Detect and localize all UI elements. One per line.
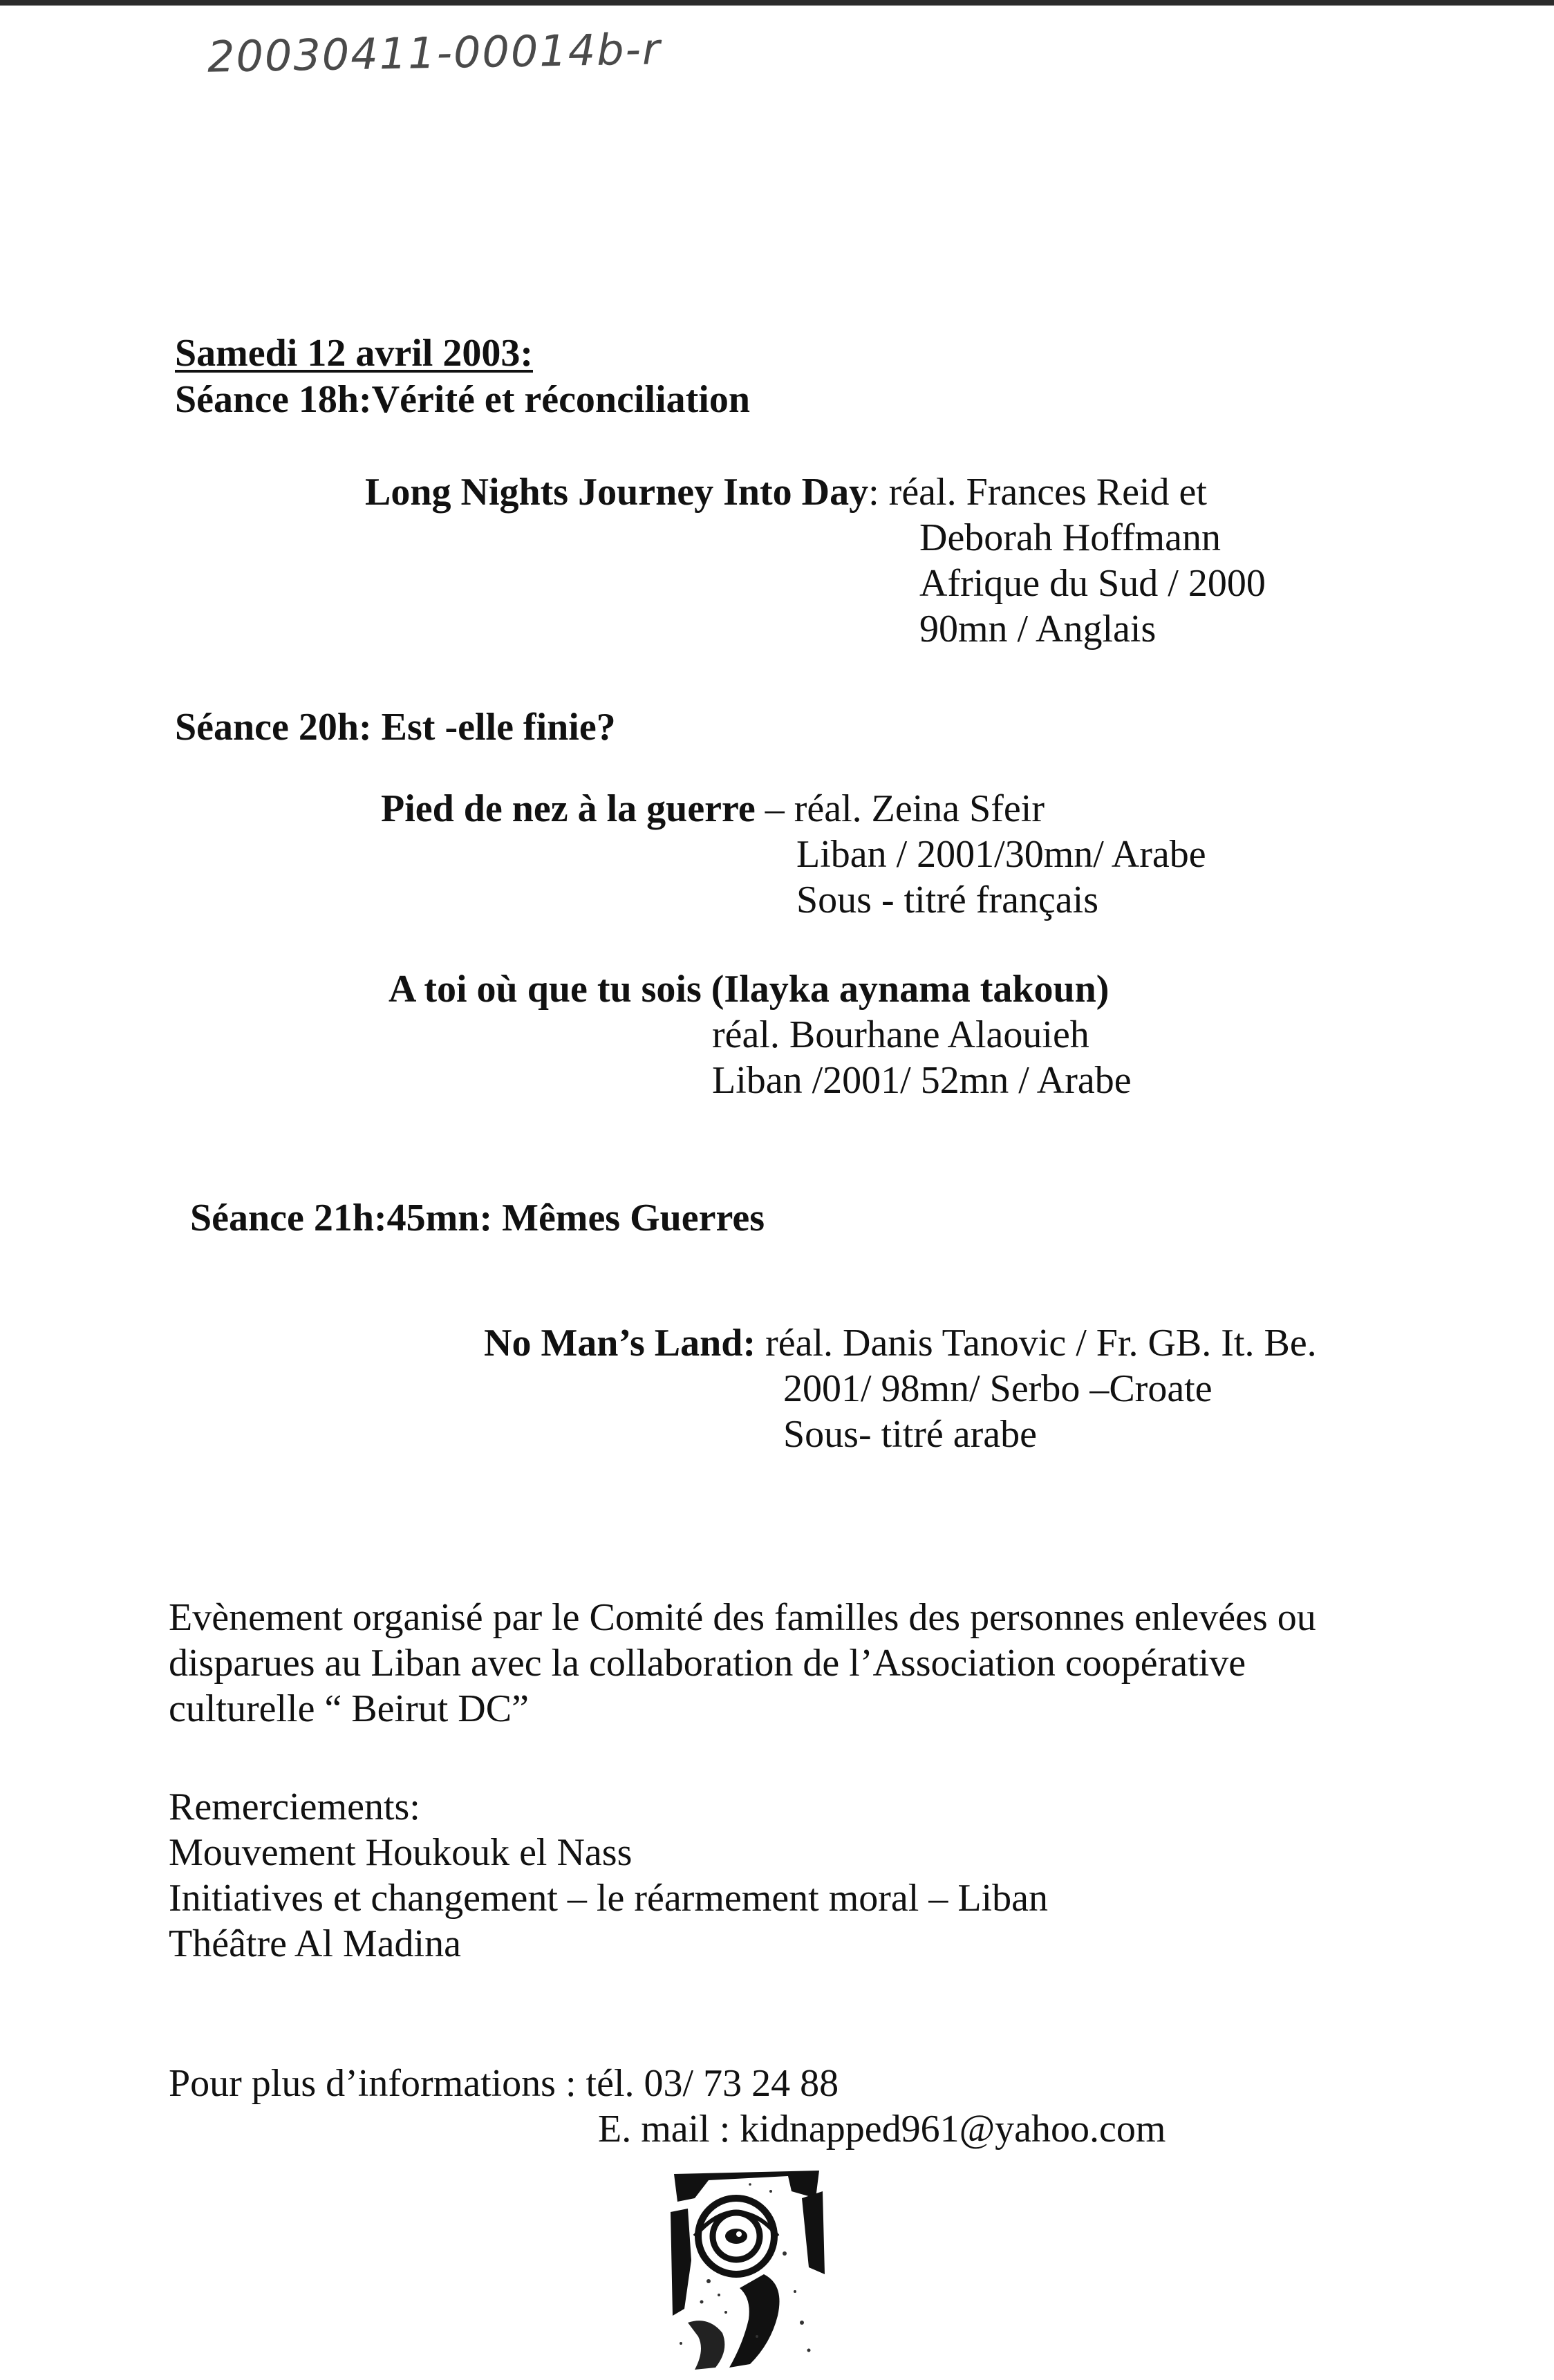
thanks-item: Initiatives et changement – le réarmement moral – Liban [169, 1877, 1048, 1920]
organiser-line: Evènement organisé par le Comité des familles des personnes enlevées ou [169, 1596, 1316, 1639]
session3-film-title: No Man’s Land: [484, 1322, 756, 1365]
archive-reference-handwritten: 20030411-00014b-r [207, 24, 662, 82]
session2-film2-detail: Liban /2001/ 52mn / Arabe [712, 1059, 1132, 1102]
session1-film-director: réal. Frances Reid et [888, 471, 1207, 514]
session1-film-detail: Afrique du Sud / 2000 [919, 562, 1266, 605]
session1-film-detail: Deborah Hoffmann [919, 516, 1221, 559]
contact-email: E. mail : kidnapped961@yahoo.com [598, 2108, 1166, 2151]
session3-film-detail: 2001/ 98mn/ Serbo –Croate [783, 1367, 1213, 1410]
session3-title: Séance 21h:45mn: Mêmes Guerres [190, 1197, 765, 1239]
session2-title: Séance 20h: Est -elle finie? [175, 706, 616, 749]
session1-film-detail: 90mn / Anglais [919, 608, 1157, 650]
session1-film-separator: : [868, 471, 889, 514]
thanks-heading: Remerciements: [169, 1786, 420, 1828]
date-heading: Samedi 12 avril 2003: [175, 332, 533, 375]
session3-film-detail: Sous- titré arabe [783, 1413, 1037, 1456]
thanks-item: Mouvement Houkouk el Nass [169, 1831, 633, 1874]
session2-film2-detail: réal. Bourhane Alaouieh [712, 1013, 1089, 1056]
session2-film1-detail: Liban / 2001/30mn/ Arabe [796, 833, 1206, 876]
scan-top-edge [0, 0, 1554, 6]
organisation-logo [667, 2171, 826, 2371]
session2-film2-title: A toi où que tu sois (Ilayka aynama takoun) [388, 968, 1110, 1011]
session2-film1-detail: Sous - titré français [796, 879, 1098, 921]
session1-film-title: Long Nights Journey Into Day [365, 471, 869, 514]
organiser-line: disparues au Liban avec la collaboration de l’Association coopérative [169, 1642, 1246, 1685]
organiser-line: culturelle “ Beirut DC” [169, 1687, 529, 1730]
session2-film1 [381, 786, 1045, 832]
session1-title: Séance 18h:Vérité et réconciliation [175, 378, 750, 421]
thanks-item: Théâtre Al Madina [169, 1922, 461, 1965]
session3-film [484, 1320, 1317, 1366]
contact-phone: Pour plus d’informations : tél. 03/ 73 24 88 [169, 2062, 839, 2105]
session2-film1-title: Pied de nez à la guerre [381, 787, 756, 830]
session1-film [365, 469, 1207, 515]
session3-film-director: réal. Danis Tanovic / Fr. GB. It. Be. [756, 1322, 1317, 1365]
session2-film1-director: – réal. Zeina Sfeir [755, 787, 1045, 830]
